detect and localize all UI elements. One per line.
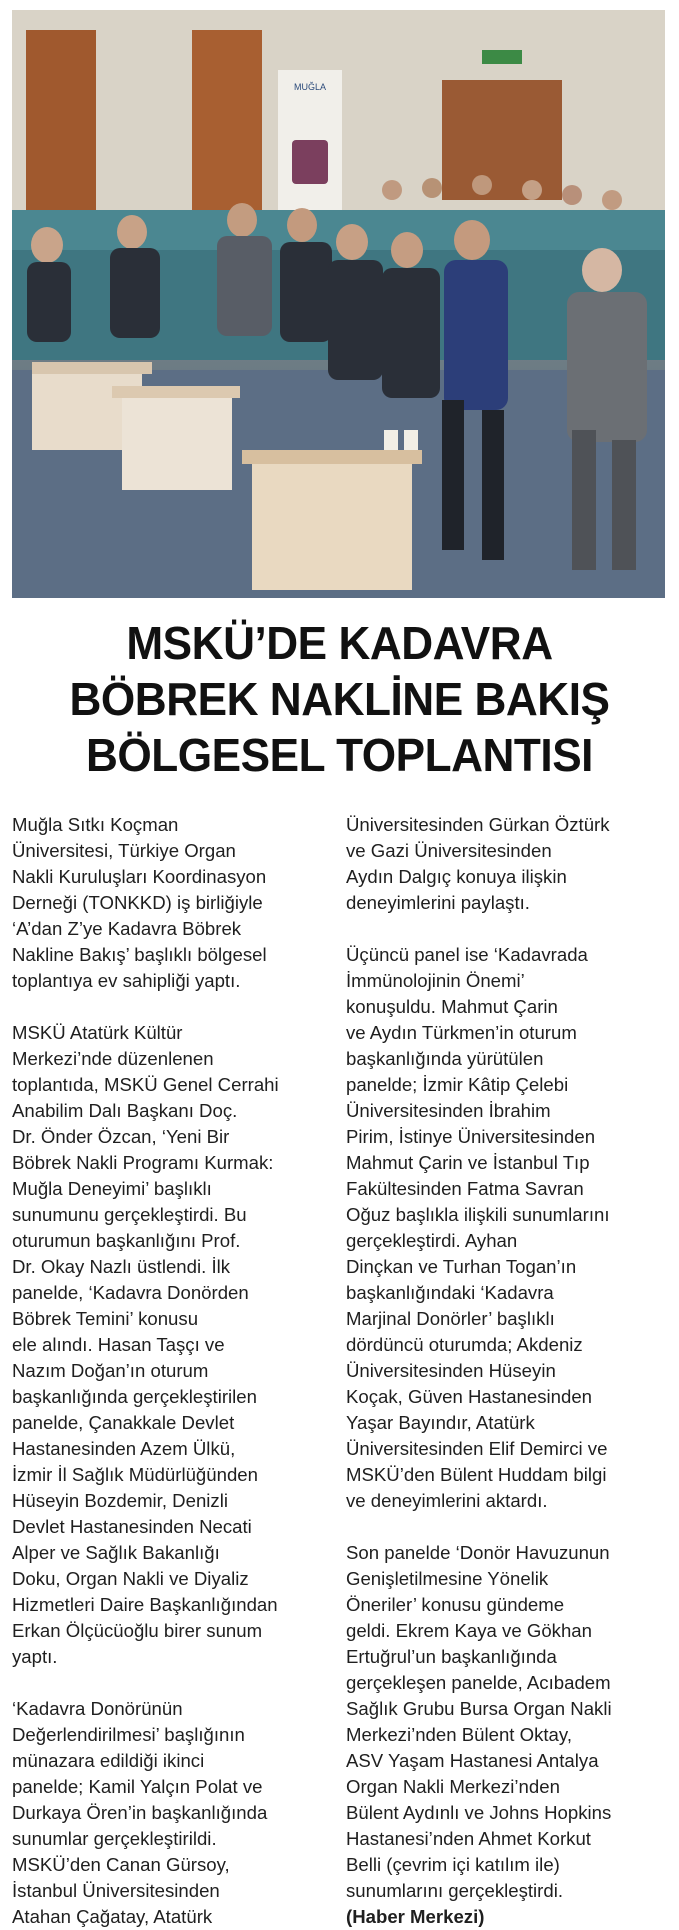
text-line: sunumlar gerçekleştirildi.	[12, 1828, 217, 1849]
text-line: MSKÜ’den Bülent Huddam bilgi	[346, 1464, 607, 1485]
text-line: Böbrek Nakli Programı Kurmak:	[12, 1152, 274, 1173]
text-line: Erkan Ölçücüoğlu birer sunum	[12, 1620, 263, 1641]
text-line: toplantıda, MSKÜ Genel Cerrahi	[12, 1074, 279, 1095]
article-paragraph	[346, 1540, 661, 1930]
text-line: sunumunu gerçekleştirdi. Bu	[12, 1204, 247, 1225]
text-line: panelde, Çanakkale Devlet	[12, 1412, 235, 1433]
text-line: deneyimlerini paylaştı.	[346, 892, 530, 913]
text-line: MSKÜ’den Canan Gürsoy,	[12, 1854, 230, 1875]
text-line: Fakültesinden Fatma Savran	[346, 1178, 584, 1199]
text-line: ve Gazi Üniversitesinden	[346, 840, 552, 861]
text-line: sunumlarını gerçekleştirdi.	[346, 1880, 564, 1901]
headline-line-2: BÖBREK NAKLİNE BAKIŞ	[69, 673, 610, 725]
text-line: münazara edildiği ikinci	[12, 1750, 205, 1771]
text-line: Üniversitesinden Elif Demirci ve	[346, 1438, 608, 1459]
banner-text: MUĞLA	[293, 82, 327, 92]
text-line: Hüseyin Bozdemir, Denizli	[12, 1490, 228, 1511]
text-line: Dr. Önder Özcan, ‘Yeni Bir	[12, 1126, 230, 1147]
article-photo	[12, 10, 665, 598]
text-line: Üçüncü panel ise ‘Kadavrada	[346, 944, 588, 965]
text-line: Böbrek Temini’ konusu	[12, 1308, 199, 1329]
text-line: Üniversitesinden Gürkan Öztürk	[346, 814, 610, 835]
text-line: Devlet Hastanesinden Necati	[12, 1516, 252, 1537]
text-line: Nakli Kuruluşları Koordinasyon	[12, 866, 267, 887]
text-line: Üniversitesi, Türkiye Organ	[12, 840, 236, 861]
text-line: Ertuğrul’un başkanlığında	[346, 1646, 557, 1667]
text-line: gerçekleştirdi. Ayhan	[346, 1230, 518, 1251]
text-line: yaptı.	[12, 1646, 58, 1667]
text-line: Merkezi’nden Bülent Oktay,	[346, 1724, 572, 1745]
text-line: Sağlık Grubu Bursa Organ Nakli	[346, 1698, 612, 1719]
text-line: Organ Nakli Merkezi’nden	[346, 1776, 560, 1797]
text-line: panelde; Kamil Yalçın Polat ve	[12, 1776, 263, 1797]
text-line: gerçekleşen panelde, Acıbadem	[346, 1672, 611, 1693]
text-line: dördüncü oturumda; Akdeniz	[346, 1334, 583, 1355]
article-paragraph	[12, 1696, 327, 1930]
text-line: Nakline Bakış’ başlıklı bölgesel	[12, 944, 267, 965]
text-line: Hastanesinden Azem Ülkü,	[12, 1438, 236, 1459]
text-line: başkanlığındaki ‘Kadavra	[346, 1282, 554, 1303]
text-line: Aydın Dalgıç konuya ilişkin	[346, 866, 567, 887]
conference-scene	[12, 10, 665, 598]
text-line: Yaşar Bayındır, Atatürk	[346, 1412, 535, 1433]
text-line: Atahan Çağatay, Atatürk	[12, 1906, 213, 1927]
text-line: Değerlendirilmesi’ başlığının	[12, 1724, 245, 1745]
text-line: Bülent Aydınlı ve Johns Hopkins	[346, 1802, 612, 1823]
text-line: Dr. Okay Nazlı üstlendi. İlk	[12, 1256, 231, 1277]
text-line: Derneği (TONKKD) iş birliğiyle	[12, 892, 263, 913]
text-line: başkanlığında yürütülen	[346, 1048, 544, 1069]
article-headline	[23, 615, 656, 783]
article-paragraph	[12, 812, 327, 994]
text-line: ‘Kadavra Donörünün	[12, 1698, 183, 1719]
headline-line-3: BÖLGESEL TOPLANTISI	[86, 729, 593, 781]
text-line: ve Aydın Türkmen’in oturum	[346, 1022, 577, 1043]
text-line: Mahmut Çarin ve İstanbul Tıp	[346, 1152, 590, 1173]
text-line: panelde, ‘Kadavra Donörden	[12, 1282, 249, 1303]
text-line: geldi. Ekrem Kaya ve Gökhan	[346, 1620, 592, 1641]
text-line: Son panelde ‘Donör Havuzunun	[346, 1542, 610, 1563]
text-line: Muğla Sıtkı Koçman	[12, 814, 179, 835]
text-line: ASV Yaşam Hastanesi Antalya	[346, 1750, 599, 1771]
text-line: Oğuz başlıkla ilişkili sunumlarını	[346, 1204, 610, 1225]
text-line: Genişletilmesine Yönelik	[346, 1568, 549, 1589]
text-line: ‘A’dan Z’ye Kadavra Böbrek	[12, 918, 242, 939]
article-paragraph	[346, 942, 661, 1514]
byline: (Haber Merkezi)	[346, 1906, 485, 1927]
text-line: Durkaya Ören’in başkanlığında	[12, 1802, 268, 1823]
text-line: Alper ve Sağlık Bakanlığı	[12, 1542, 220, 1563]
text-line: İmmünolojinin Önemi’	[346, 970, 525, 991]
text-line: İzmir İl Sağlık Müdürlüğünden	[12, 1464, 258, 1485]
text-line: Hastanesi’nden Ahmet Korkut	[346, 1828, 591, 1849]
text-line: Nazım Doğan’ın oturum	[12, 1360, 209, 1381]
text-line: Üniversitesinden İbrahim	[346, 1100, 551, 1121]
article-paragraph	[346, 812, 661, 916]
text-line: Doku, Organ Nakli ve Diyaliz	[12, 1568, 249, 1589]
right-column	[346, 812, 661, 1930]
left-column	[12, 812, 327, 1930]
text-line: Anabilim Dalı Başkanı Doç.	[12, 1100, 238, 1121]
text-line: Dinçkan ve Turhan Togan’ın	[346, 1256, 577, 1277]
text-line: Pirim, İstinye Üniversitesinden	[346, 1126, 596, 1147]
text-line: Öneriler’ konusu gündeme	[346, 1594, 565, 1615]
text-line: ele alındı. Hasan Taşçı ve	[12, 1334, 225, 1355]
article-paragraph	[12, 1020, 327, 1670]
text-line: Hizmetleri Daire Başkanlığından	[12, 1594, 278, 1615]
text-line: panelde; İzmir Kâtip Çelebi	[346, 1074, 569, 1095]
text-line: oturumun başkanlığını Prof.	[12, 1230, 241, 1251]
text-line: Üniversitesinden Hüseyin	[346, 1360, 556, 1381]
text-line: Muğla Deneyimi’ başlıklı	[12, 1178, 212, 1199]
banner	[278, 70, 342, 210]
text-line: Koçak, Güven Hastanesinden	[346, 1386, 593, 1407]
text-line: İstanbul Üniversitesinden	[12, 1880, 220, 1901]
text-line: konuşuldu. Mahmut Çarin	[346, 996, 558, 1017]
text-line: Marjinal Donörler’ başlıklı	[346, 1308, 555, 1329]
text-line: Merkezi’nde düzenlenen	[12, 1048, 214, 1069]
text-line: başkanlığında gerçekleştirilen	[12, 1386, 257, 1407]
text-line: ve deneyimlerini aktardı.	[346, 1490, 548, 1511]
headline-line-1: MSKÜ’DE KADAVRA	[126, 617, 553, 669]
text-line: Belli (çevrim içi katılım ile)	[346, 1854, 560, 1875]
text-line: toplantıya ev sahipliği yaptı.	[12, 970, 241, 991]
text-line: MSKÜ Atatürk Kültür	[12, 1022, 183, 1043]
